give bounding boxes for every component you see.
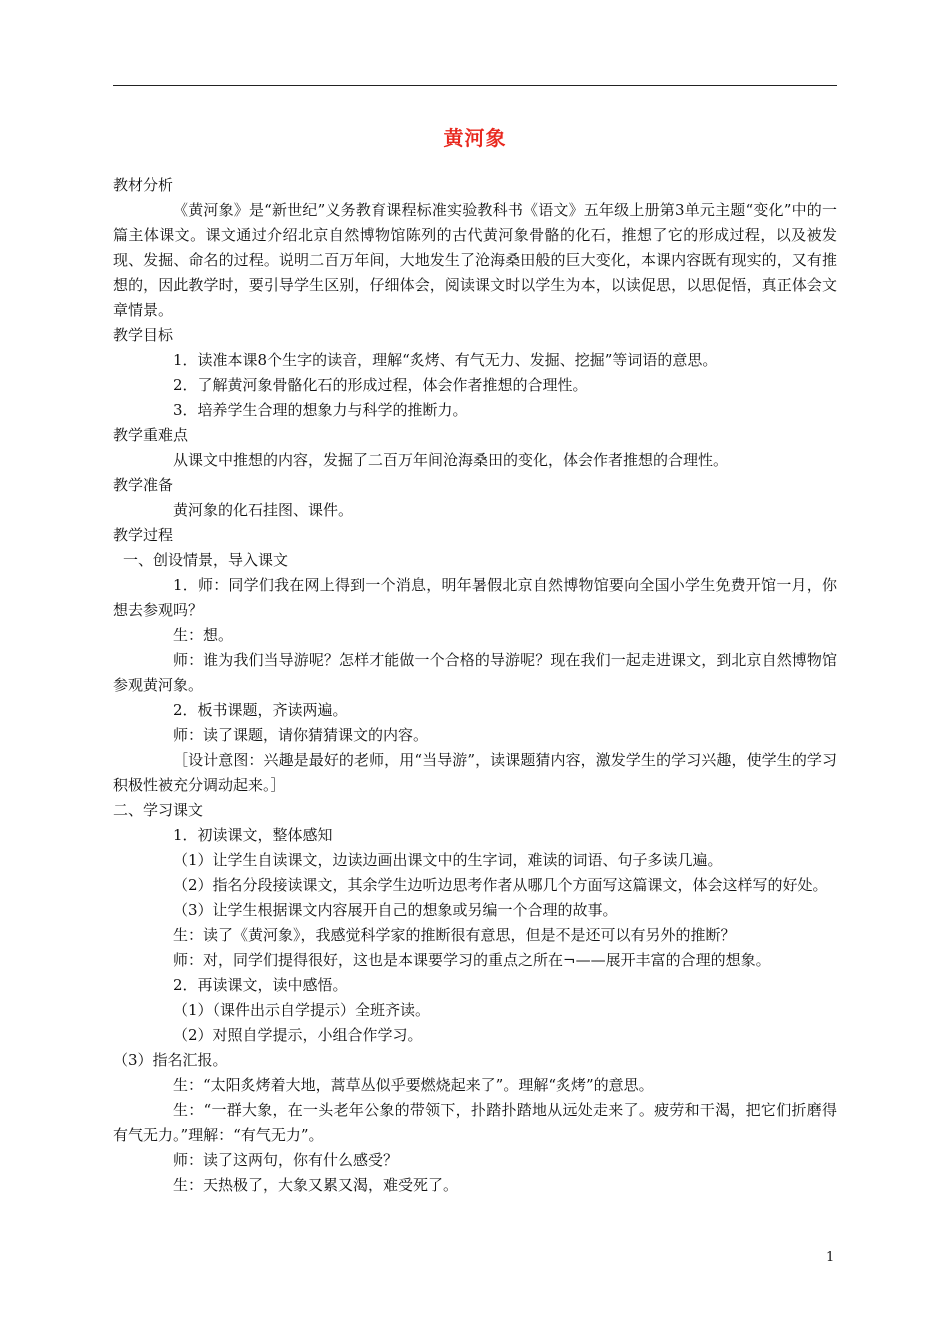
process-paragraph: 1．初读课文，整体感知 [173, 826, 333, 844]
process-paragraph: 2．再读课文，读中感悟。 [173, 976, 348, 994]
process-paragraph: （3）让学生根据课文内容展开自己的想象或另编一个合理的故事。 [173, 901, 618, 919]
process-paragraph: 师：读了课题，请你猜猜课文的内容。 [173, 726, 429, 744]
process-paragraph: 生：“太阳炙烤着大地，蒿草丛似乎要燃烧起来了”。理解“炙烤”的意思。 [173, 1076, 654, 1094]
goal-item: 2．了解黄河象骨骼化石的形成过程，体会作者推想的合理性。 [173, 376, 588, 394]
process-paragraph: 生：读了《黄河象》，我感觉科学家的推断很有意思，但是不是还可以有另外的推断？ [173, 926, 736, 944]
process-paragraph: 2．板书课题，齐读两遍。 [173, 701, 348, 719]
process-paragraph: （3）指名汇报。 [113, 1051, 228, 1069]
difficulty-paragraph: 从课文中推想的内容，发掘了二百万年间沧海桑田的变化，体会作者推想的合理性。 [173, 451, 729, 469]
part-heading-1: 一、创设情景，导入课文 [123, 551, 289, 569]
goal-item: 1．读准本课8个生字的读音，理解“炙烤、有气无力、发掘、挖掘”等词语的意思。 [173, 351, 718, 369]
analysis-paragraph: 《黄河象》是“新世纪”义务教育课程标准实验教科书《语文》五年级上册第3单元主题“变化”中的一篇主体课文。课文通过介绍北京自然博物馆陈列的古代黄河象骨骼的化石，推想了它的形成过程，以及被发现、发掘、命名的过程。说明二百万年间，大地发生了沧海桑田般的巨大变化，本课内容既有现实的，又有推想的，因此教学时，要引导学生区别，仔细体会，阅读课文时以学生为本，以读促思，以思促悟，真正体会文章情景。 [113, 201, 837, 319]
section-heading-analysis: 教材分析 [113, 176, 174, 194]
page-number: 1 [826, 1250, 835, 1265]
prep-paragraph: 黄河象的化石挂图、课件。 [173, 501, 354, 519]
section-heading-process: 教学过程 [113, 526, 174, 544]
section-heading-prep: 教学准备 [113, 476, 174, 494]
document-body [113, 173, 837, 1198]
process-paragraph: 师：读了这两句，你有什么感受？ [173, 1151, 399, 1169]
part-heading-2: 二、学习课文 [113, 801, 204, 819]
process-paragraph: 1．师：同学们我在网上得到一个消息，明年暑假北京自然博物馆要向全国小学生免费开馆一月，你想去参观吗？ [113, 576, 837, 619]
process-paragraph: （2）指名分段接读课文，其余学生边听边思考作者从哪几个方面写这篇课文，体会这样写的好处。 [173, 876, 828, 894]
section-heading-goals: 教学目标 [113, 326, 174, 344]
process-paragraph: 生：“一群大象，在一头老年公象的带领下，扑踏扑踏地从远处走来了。疲劳和干渴，把它们折磨得有气无力。”理解：“有气无力”。 [113, 1101, 837, 1144]
process-paragraph: （2）对照自学提示，小组合作学习。 [173, 1026, 423, 1044]
section-heading-difficulty: 教学重难点 [113, 426, 189, 444]
goal-item: 3．培养学生合理的想象力与科学的推断力。 [173, 401, 468, 419]
process-paragraph: 生：天热极了，大象又累又渴，难受死了。 [173, 1176, 459, 1194]
process-paragraph: 师：对，同学们提得很好，这也是本课要学习的重点之所在¬——展开丰富的合理的想象。 [173, 951, 771, 969]
header-rule [113, 85, 837, 86]
process-paragraph: 师：谁为我们当导游呢？怎样才能做一个合格的导游呢？现在我们一起走进课文，到北京自然博物馆参观黄河象。 [113, 651, 837, 694]
process-paragraph: 生：想。 [173, 626, 234, 644]
process-paragraph: （1）让学生自读课文，边读边画出课文中的生字词，难读的词语、句子多读几遍。 [173, 851, 723, 869]
process-paragraph: （1）（课件出示自学提示）全班齐读。 [173, 1001, 431, 1019]
design-intent-note: ［设计意图：兴趣是最好的老师，用“当导游”，读课题猜内容，激发学生的学习兴趣，使学生的学习积极性被充分调动起来。］ [113, 751, 837, 794]
page-title: 黄河象 [443, 126, 507, 150]
